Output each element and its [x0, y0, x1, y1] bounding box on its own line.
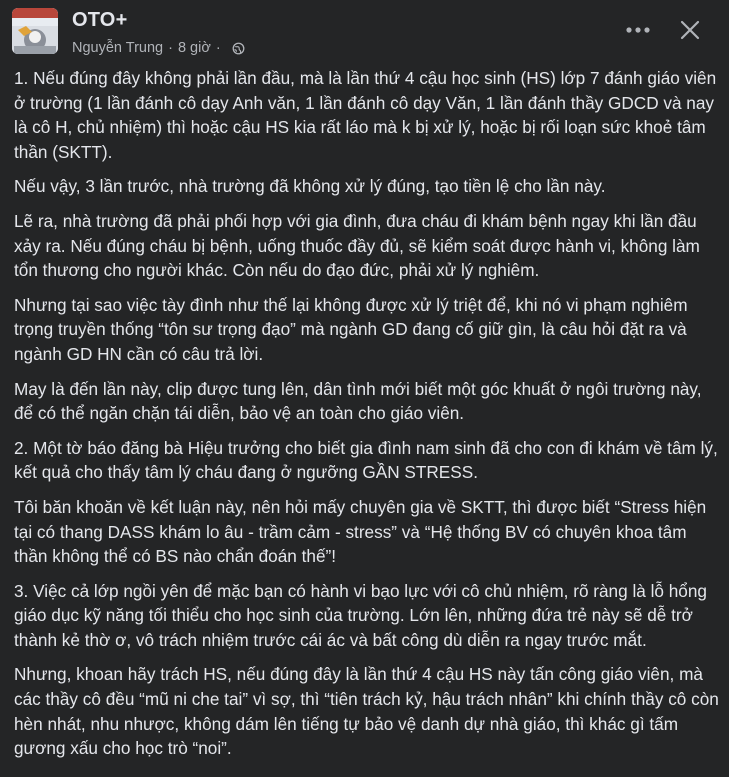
more-options-button[interactable] — [620, 14, 656, 46]
post-meta — [72, 40, 245, 56]
post-paragraph-5: May là đến lần này, clip được tung lên, dân tình mới biết một góc khuất ở ngôi trường này, để có thể ngăn chặn tái diễn, bảo vệ an toàn cho giáo viên. — [14, 378, 702, 424]
post-body — [14, 66, 719, 771]
post-paragraph-9: Nhưng, khoan hãy trách HS, nếu đúng đây là lần thứ 4 cậu HS này tấn công giáo viên, mà các thầy cô đều “mũ ni che tai” vì sợ, thì “tiên trách kỷ, hậu trách nhân” khi chính thầy cô còn hèn nhát, nhu nhược, không dám lên tiếng tự bảo vệ danh dự nhà giáo, thì khác gì tấm gương xấu cho học trò “noi”. — [14, 664, 719, 759]
post-time[interactable]: 8 giờ — [177, 40, 211, 56]
post-paragraph-7: Tôi băn khoăn về kết luận này, nên hỏi mấy chuyên gia về SKTT, thì được biết “Stress hiện tại có thang DASS khám lo âu - trầm cảm - stress” và “Hệ thống BV có chuyên khoa tâm thần không thể có BS nào chẩn đoán thế”! — [14, 496, 707, 567]
post-paragraph-4: Nhưng tại sao việc tày đình như thế lại không được xử lý triệt để, khi nó vi phạm nghiêm trọng truyền thống “tôn sư trọng đạo” mà ngành GD đang cố giữ gìn, là câu hỏi đặt ra và ngành GD HN cần có câu trả lời. — [14, 294, 688, 364]
meta-separator-2: · — [215, 40, 221, 56]
post-paragraph-1: 1. Nếu đúng đây không phải lần đầu, mà là lần thứ 4 cậu học sinh (HS) lớp 7 đánh giáo viên ở trường (1 lần đánh cô dạy Anh văn, 1 lần đánh cô dạy Văn, 1 lần đánh thầy GDCD và nay là cô H, chủ nhiệm) thì hoặc cậu HS kia rất láo mà k bị xử lý, hoặc bị rối loạn sức khoẻ tâm thần (SKTT). — [14, 68, 717, 162]
avatar-image — [12, 8, 58, 54]
close-button[interactable] — [672, 12, 708, 48]
post-paragraph-2: Nếu vậy, 3 lần trước, nhà trường đã không xử lý đúng, tạo tiền lệ cho lần này. — [14, 176, 606, 197]
meta-separator: · — [168, 40, 173, 56]
globe-icon[interactable] — [232, 42, 245, 55]
post-paragraph-6: 2. Một tờ báo đăng bà Hiệu trưởng cho biết gia đình nam sinh đã cho con đi khám về tâm lý, kết quả cho thấy tâm lý cháu đang ở ngưỡng GẦN STRESS. — [14, 437, 718, 483]
author-name[interactable]: Nguyễn Trung — [72, 40, 164, 56]
page-name[interactable]: OTO+ — [72, 9, 128, 31]
more-options-icon — [625, 26, 651, 34]
post-header — [0, 0, 729, 66]
post-paragraph-3: Lẽ ra, nhà trường đã phải phối hợp với gia đình, đưa cháu đi khám bệnh ngay khi lần đầu xảy ra. Nếu đúng cháu bị bệnh, uống thuốc đầy đủ, sẽ kiểm soát được hành vi, không làm tổn thương cho người khác. Còn nếu do đạo đức, phải xử lý nghiêm. — [14, 210, 700, 281]
post-paragraph-8: 3. Việc cả lớp ngồi yên để mặc bạn có hành vi bạo lực với cô chủ nhiệm, rõ ràng là lỗ hổng giáo dục kỹ năng tối thiểu cho học sinh của trường. Lớn lên, những đứa trẻ này sẽ dễ trở thành kẻ thờ ơ, vô trách nhiệm trước cái ác và bất công dù diễn ra ngay trước mắt. — [14, 580, 707, 650]
page-avatar[interactable] — [12, 8, 58, 54]
close-icon — [680, 20, 700, 40]
